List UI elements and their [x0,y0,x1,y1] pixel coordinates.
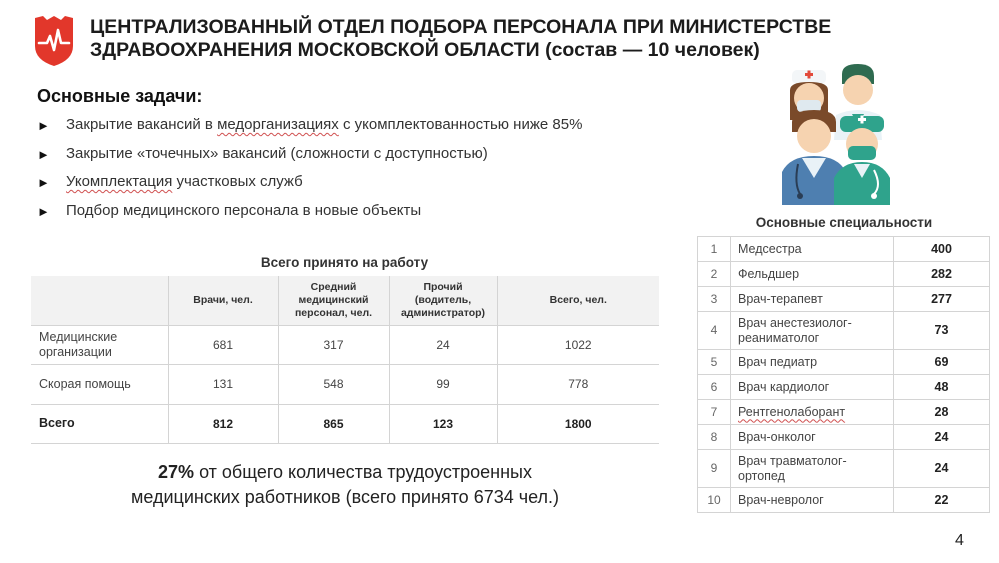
specialties-table [697,236,990,513]
column-header: Средний медицинский персонал, чел. [278,276,389,325]
column-header: Всего, чел. [497,276,659,325]
table-row: 6 Врач кардиолог 48 [698,375,990,400]
row-label: Скорая помощь [31,365,168,405]
summary-text: 27% от общего количества трудоустроенных медицинских работников (всего принято 6734 чел.) [130,462,560,507]
row-label: Медицинские организации [31,325,168,365]
table-cell: 778 [497,365,659,405]
table-row: 7 Рентгенолаборант 28 [698,400,990,425]
table-cell: 548 [278,365,389,405]
column-header: Врачи, чел. [168,276,278,325]
table-cell: 1022 [497,325,659,365]
list-item: ► Укомплектация участковых служб [37,173,303,190]
column-header: Прочий (водитель, администратор) [389,276,497,325]
table-cell: 99 [389,365,497,405]
bullet-icon: ► [37,203,50,219]
table-cell: 865 [278,404,389,444]
table-total-row [31,404,659,444]
bullet-icon: ► [37,175,50,190]
table-row: 2 Фельдшер 282 [698,262,990,287]
bullet-icon: ► [37,146,50,162]
specialties-caption: Основные специальности [755,215,933,230]
row-label: Всего [31,404,168,444]
table-row: 10 Врач-невролог 22 [698,488,990,513]
table-cell: 681 [168,325,278,365]
table-row: 5 Врач педиатр 69 [698,350,990,375]
table-row [31,365,659,405]
tasks-list [37,116,582,230]
tasks-heading: Основные задачи: [37,86,203,106]
bullet-icon: ► [37,118,50,133]
table-row: 4 Врач анестезиолог-реаниматолог 73 [698,312,990,350]
list-item: ► Закрытие «точечных» вакансий (сложности с доступностью) [37,144,488,162]
table-cell: 317 [278,325,389,365]
table-cell: 1800 [497,404,659,444]
table-row: 3 Врач-терапевт 277 [698,287,990,312]
column-header [31,276,168,325]
table-row: 8 Врач-онколог 24 [698,425,990,450]
table-cell: 24 [389,325,497,365]
table-cell: 123 [389,404,497,444]
list-item: ► Закрытие вакансий в медорганизациях с укомплектованностью ниже 85% [37,116,583,133]
page-number: 4 [955,532,964,549]
table-header-row [31,276,659,325]
table-row: 9 Врач травматолог-ортопед 24 [698,450,990,488]
summary-percent: 27% [158,462,195,482]
hired-table-caption: Всего принято на работу [260,255,429,270]
table-cell: 131 [168,365,278,405]
hired-table [31,276,659,444]
list-item: ► Подбор медицинского персонала в новые объекты [37,201,422,219]
medical-staff-group-icon [770,60,900,205]
table-row: 1 Медсестра 400 [698,237,990,262]
page-title: ЦЕНТРАЛИЗОВАННЫЙ ОТДЕЛ ПОДБОРА ПЕРСОНАЛА ПРИ МИНИСТЕРСТВЕ ЗДРАВООХРАНЕНИЯ МОСКОВСКОЙ ОБЛАСТИ (состав — 10 человек) [90,16,832,61]
table-row [31,325,659,365]
table-cell: 812 [168,404,278,444]
red-shield-pulse-emblem-icon [33,16,75,66]
